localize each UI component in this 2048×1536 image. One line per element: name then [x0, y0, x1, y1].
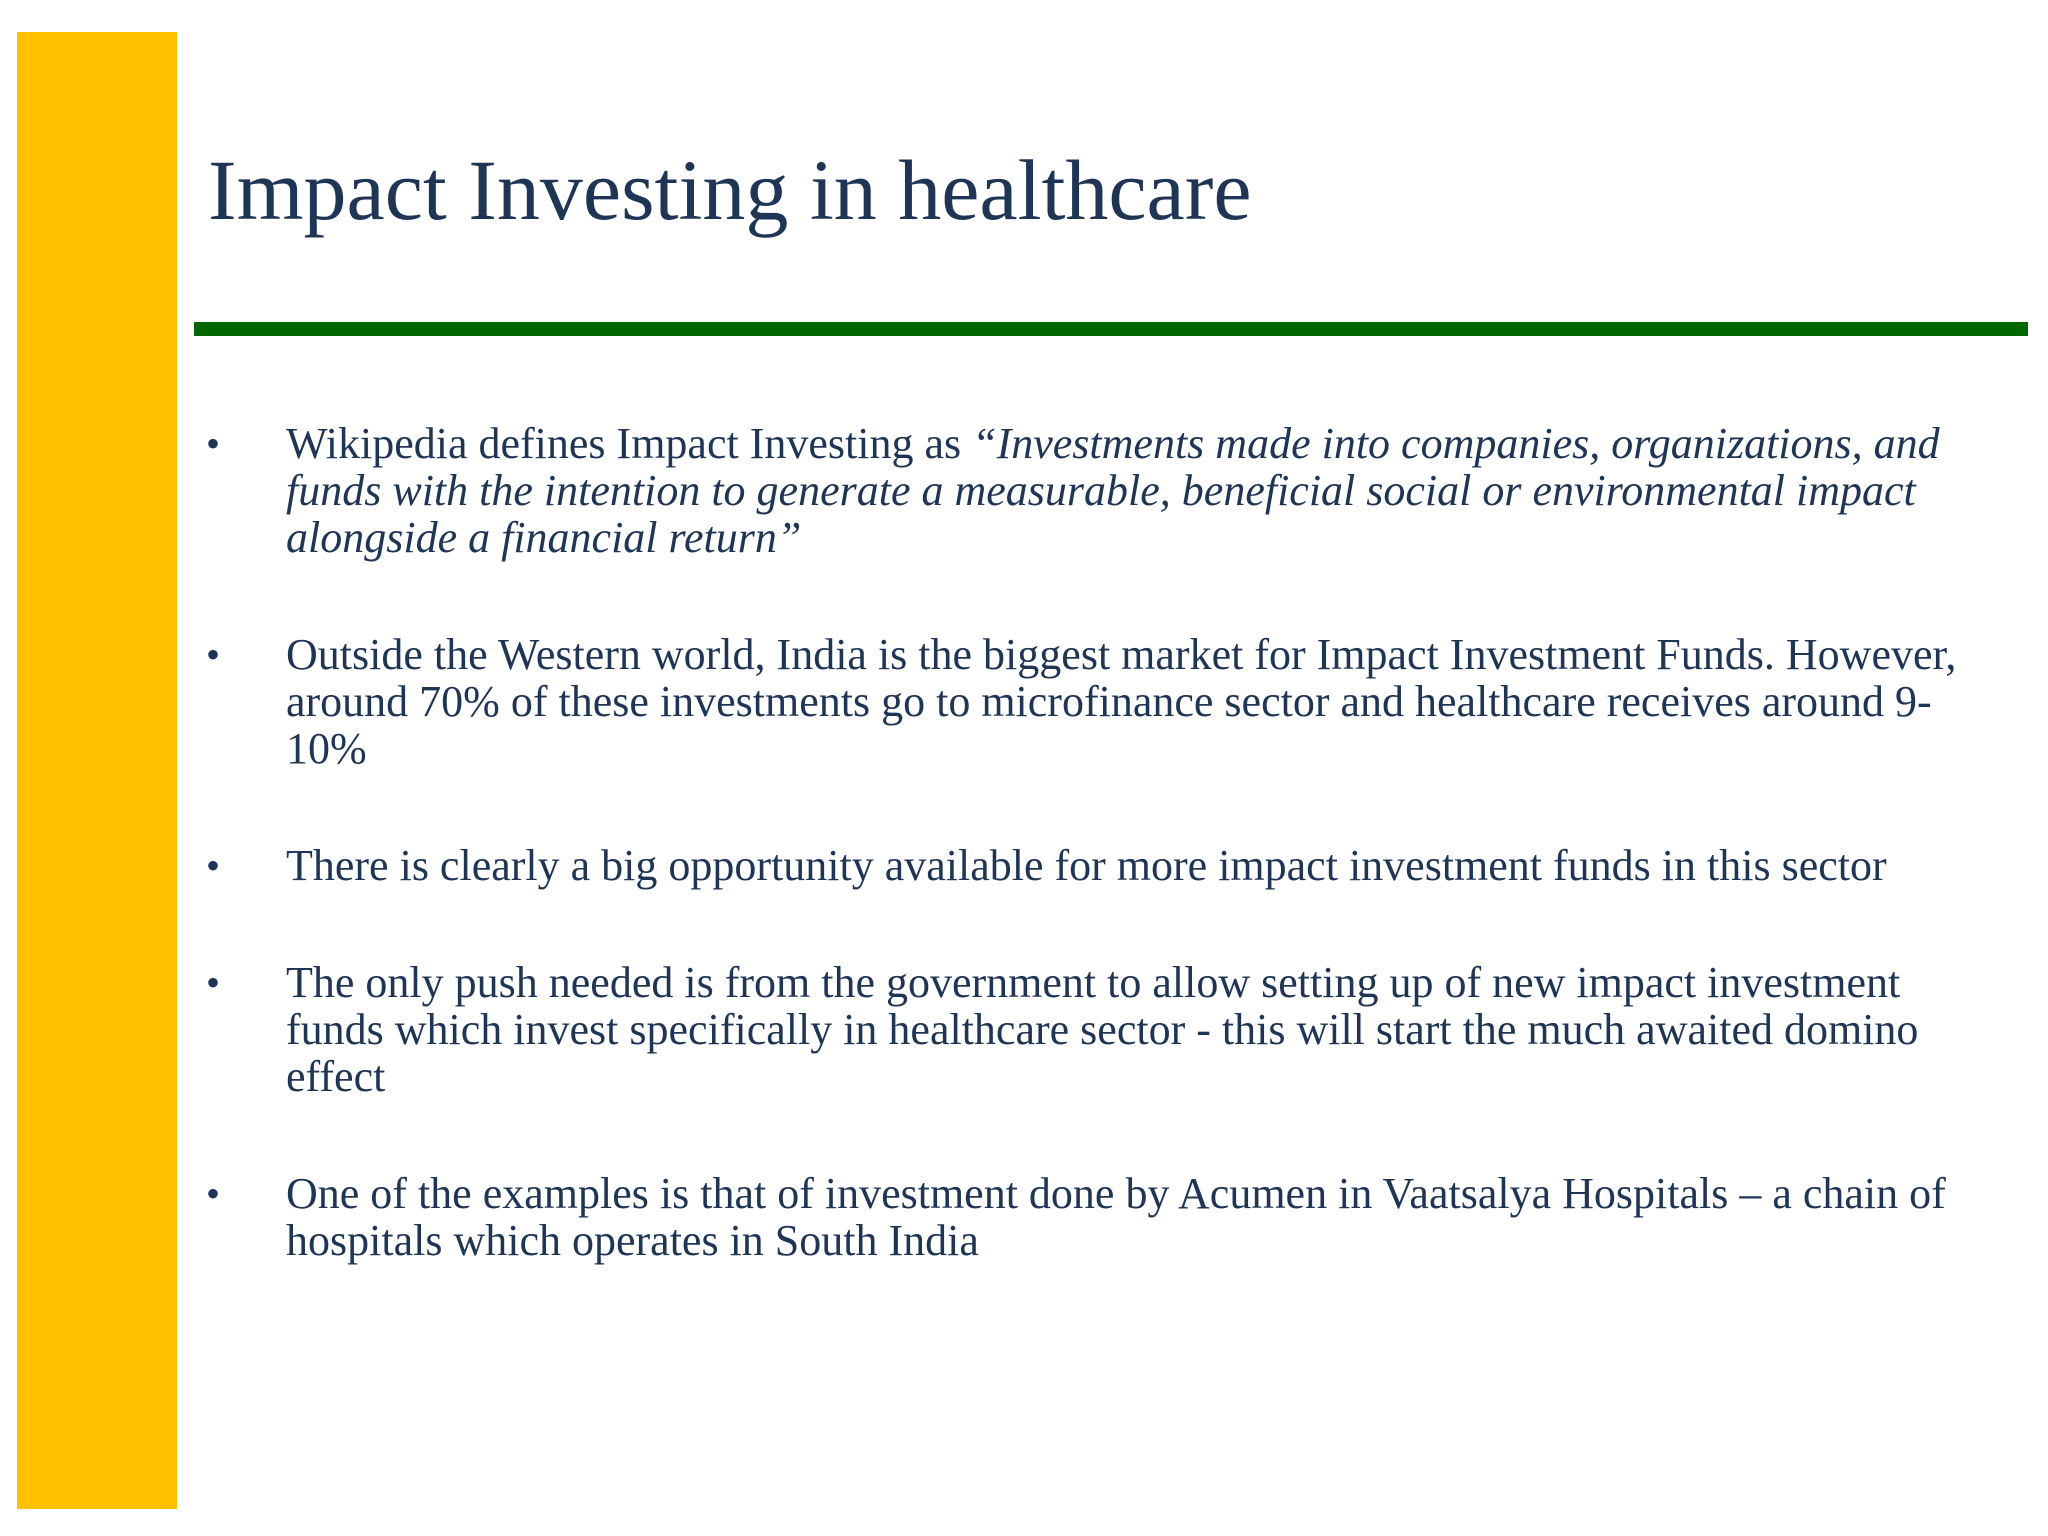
bullet-item-example [200, 1170, 2000, 1264]
bullet-text: The only push needed is from the government to allow setting up of new impact investment funds which invest specifically in healthcare sector - this will start the much awaited domino effect [286, 958, 1919, 1101]
bullet-icon: • [206, 960, 221, 1005]
bullet-text: There is clearly a big opportunity available for more impact investment funds in this sector [286, 841, 1887, 890]
title-divider [194, 322, 2028, 336]
bullet-quote: “Investments made into companies, organizations, and funds with the intention to generate a measurable, beneficial social or environmental impact alongside a financial return” [286, 419, 1940, 562]
bullet-text: Wikipedia defines Impact Investing as [286, 419, 973, 468]
bullet-item-india-market [200, 631, 2000, 772]
bullet-icon: • [206, 421, 221, 466]
bullet-icon: • [206, 1171, 221, 1216]
slide-title: Impact Investing in healthcare [208, 142, 1252, 238]
bullet-icon: • [206, 843, 221, 888]
bullet-text: Outside the Western world, India is the biggest market for Impact Investment Funds. However, around 70% of these investments go to microfinance sector and healthcare receives around 9-10% [286, 630, 1957, 773]
side-accent-bar [17, 32, 177, 1509]
bullet-icon: • [206, 632, 221, 677]
bullet-item-opportunity [200, 842, 2000, 889]
bullet-text: One of the examples is that of investment done by Acumen in Vaatsalya Hospitals – a chain of hospitals which operates in South India [286, 1169, 1946, 1265]
bullet-item-government-push [200, 959, 2000, 1100]
bullet-item-definition [200, 420, 2000, 561]
bullet-list [200, 420, 2000, 1264]
